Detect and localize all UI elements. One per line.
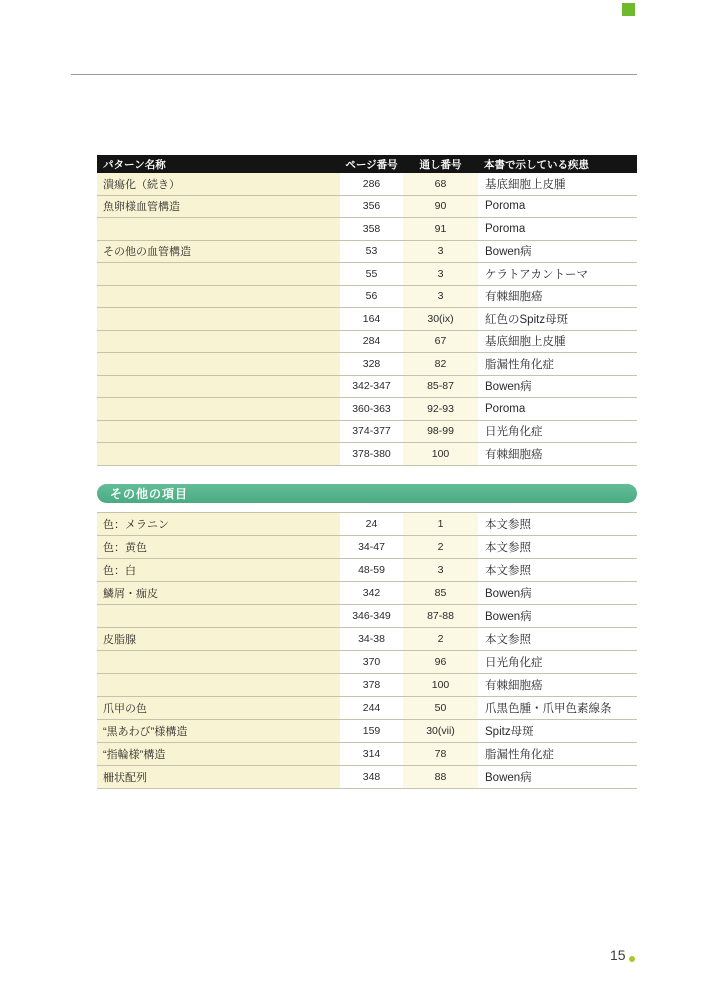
cell-name [97, 398, 340, 420]
table-row [97, 605, 637, 628]
table-row [97, 697, 637, 720]
table-row [97, 443, 637, 466]
cell-name: 色：白 [97, 559, 340, 581]
cell-serial: 3 [403, 559, 478, 581]
page-number [610, 947, 635, 963]
cell-name [97, 443, 340, 465]
cell-name: “指輪様”構造 [97, 743, 340, 765]
column-header-pattern-name: パターン名称 [103, 158, 166, 171]
cell-page: 314 [340, 743, 403, 765]
cell-serial: 96 [403, 651, 478, 673]
cell-page: 34-47 [340, 536, 403, 558]
table-row [97, 513, 637, 536]
table-row [97, 720, 637, 743]
cell-serial: 3 [403, 286, 478, 308]
cell-disease: 本文参照 [478, 628, 637, 650]
header-divider-rule [71, 74, 637, 75]
cell-name [97, 218, 340, 240]
cell-page: 378-380 [340, 443, 403, 465]
cell-name: その他の血管構造 [97, 241, 340, 263]
table-row [97, 421, 637, 444]
page-number-text: 15 [610, 947, 626, 963]
table-header-row [97, 155, 637, 173]
table-row [97, 674, 637, 697]
cell-serial: 90 [403, 196, 478, 218]
cell-serial: 88 [403, 766, 478, 788]
table-row [97, 376, 637, 399]
cell-serial: 2 [403, 536, 478, 558]
cell-serial: 68 [403, 173, 478, 195]
cell-page: 284 [340, 331, 403, 353]
cell-page: 24 [340, 513, 403, 535]
cell-disease: 日光角化症 [478, 651, 637, 673]
cell-name: 魚卵様血管構造 [97, 196, 340, 218]
table-row [97, 582, 637, 605]
cell-disease: 本文参照 [478, 559, 637, 581]
section-bar-other-items [97, 484, 637, 503]
cell-disease: Spitz母斑 [478, 720, 637, 742]
cell-serial: 85-87 [403, 376, 478, 398]
cell-page: 55 [340, 263, 403, 285]
cell-page: 244 [340, 697, 403, 719]
cell-disease: 日光角化症 [478, 421, 637, 443]
cell-name: 皮脂腺 [97, 628, 340, 650]
cell-disease: Bowen病 [478, 605, 637, 627]
cell-serial: 92-93 [403, 398, 478, 420]
table-row [97, 218, 637, 241]
cell-name [97, 605, 340, 627]
column-header-serial-number: 通し番号 [419, 158, 462, 171]
cell-page: 342-347 [340, 376, 403, 398]
cell-serial: 30(ix) [403, 308, 478, 330]
cell-name [97, 263, 340, 285]
cell-name [97, 331, 340, 353]
cell-disease: ケラトアカントーマ [478, 263, 637, 285]
cell-serial: 3 [403, 263, 478, 285]
cell-serial: 85 [403, 582, 478, 604]
table-row [97, 241, 637, 264]
cell-page: 159 [340, 720, 403, 742]
cell-disease: 脂漏性角化症 [478, 353, 637, 375]
cell-serial: 100 [403, 443, 478, 465]
cell-name: 色：メラニン [97, 513, 340, 535]
cell-disease: 紅色のSpitz母斑 [478, 308, 637, 330]
cell-page: 348 [340, 766, 403, 788]
cell-page: 56 [340, 286, 403, 308]
cell-name [97, 674, 340, 696]
table-row [97, 196, 637, 219]
cell-disease: 基底細胞上皮腫 [478, 331, 637, 353]
table-row [97, 536, 637, 559]
cell-disease: 本文参照 [478, 536, 637, 558]
cell-disease: 本文参照 [478, 513, 637, 535]
cell-name: 潰瘍化（続き） [97, 173, 340, 195]
cell-page: 370 [340, 651, 403, 673]
cell-name: 爪甲の色 [97, 697, 340, 719]
cell-disease: Poroma [478, 218, 637, 240]
cell-disease: 基底細胞上皮腫 [478, 173, 637, 195]
cell-disease: 爪黒色腫・爪甲色素線条 [478, 697, 637, 719]
cell-page: 53 [340, 241, 403, 263]
index-table-area [97, 155, 637, 789]
cell-serial: 87-88 [403, 605, 478, 627]
cell-disease: Bowen病 [478, 766, 637, 788]
cell-page: 378 [340, 674, 403, 696]
cell-page: 342 [340, 582, 403, 604]
table-row [97, 398, 637, 421]
column-header-page-number: ページ番号 [345, 158, 398, 171]
cell-serial: 98-99 [403, 421, 478, 443]
table-row [97, 173, 637, 196]
cell-disease: 脂漏性角化症 [478, 743, 637, 765]
cell-disease: 有棘細胞癌 [478, 443, 637, 465]
cell-serial: 30(vii) [403, 720, 478, 742]
cell-name [97, 421, 340, 443]
corner-accent-square [622, 3, 635, 16]
table-row [97, 743, 637, 766]
section-title: その他の項目 [110, 486, 189, 501]
table-row [97, 308, 637, 331]
cell-page: 374-377 [340, 421, 403, 443]
cell-disease: Bowen病 [478, 241, 637, 263]
cell-serial: 3 [403, 241, 478, 263]
page-number-dot-icon [629, 956, 635, 962]
column-header-disease: 本書で示している疾患 [484, 158, 589, 171]
cell-serial: 91 [403, 218, 478, 240]
other-items-table-body [97, 512, 637, 789]
cell-page: 360-363 [340, 398, 403, 420]
cell-page: 358 [340, 218, 403, 240]
cell-page: 346-349 [340, 605, 403, 627]
cell-page: 286 [340, 173, 403, 195]
cell-page: 164 [340, 308, 403, 330]
cell-page: 356 [340, 196, 403, 218]
table-row [97, 263, 637, 286]
cell-serial: 50 [403, 697, 478, 719]
cell-serial: 82 [403, 353, 478, 375]
table-row [97, 331, 637, 354]
cell-name [97, 651, 340, 673]
table-row [97, 559, 637, 582]
pattern-table-body [97, 173, 637, 466]
cell-name [97, 308, 340, 330]
cell-name [97, 353, 340, 375]
table-row [97, 286, 637, 309]
cell-name [97, 286, 340, 308]
cell-name: 柵状配列 [97, 766, 340, 788]
cell-name: 鱗屑・痂皮 [97, 582, 340, 604]
cell-disease: 有棘細胞癌 [478, 674, 637, 696]
cell-disease: Bowen病 [478, 582, 637, 604]
cell-serial: 100 [403, 674, 478, 696]
cell-disease: 有棘細胞癌 [478, 286, 637, 308]
table-row [97, 651, 637, 674]
cell-page: 328 [340, 353, 403, 375]
cell-serial: 78 [403, 743, 478, 765]
table-row [97, 628, 637, 651]
cell-name: “黒あわび”様構造 [97, 720, 340, 742]
table-row [97, 766, 637, 789]
cell-page: 34-38 [340, 628, 403, 650]
cell-disease: Bowen病 [478, 376, 637, 398]
cell-disease: Poroma [478, 398, 637, 420]
cell-serial: 1 [403, 513, 478, 535]
table-row [97, 353, 637, 376]
cell-page: 48-59 [340, 559, 403, 581]
cell-name: 色：黄色 [97, 536, 340, 558]
cell-disease: Poroma [478, 196, 637, 218]
cell-name [97, 376, 340, 398]
cell-serial: 2 [403, 628, 478, 650]
cell-serial: 67 [403, 331, 478, 353]
